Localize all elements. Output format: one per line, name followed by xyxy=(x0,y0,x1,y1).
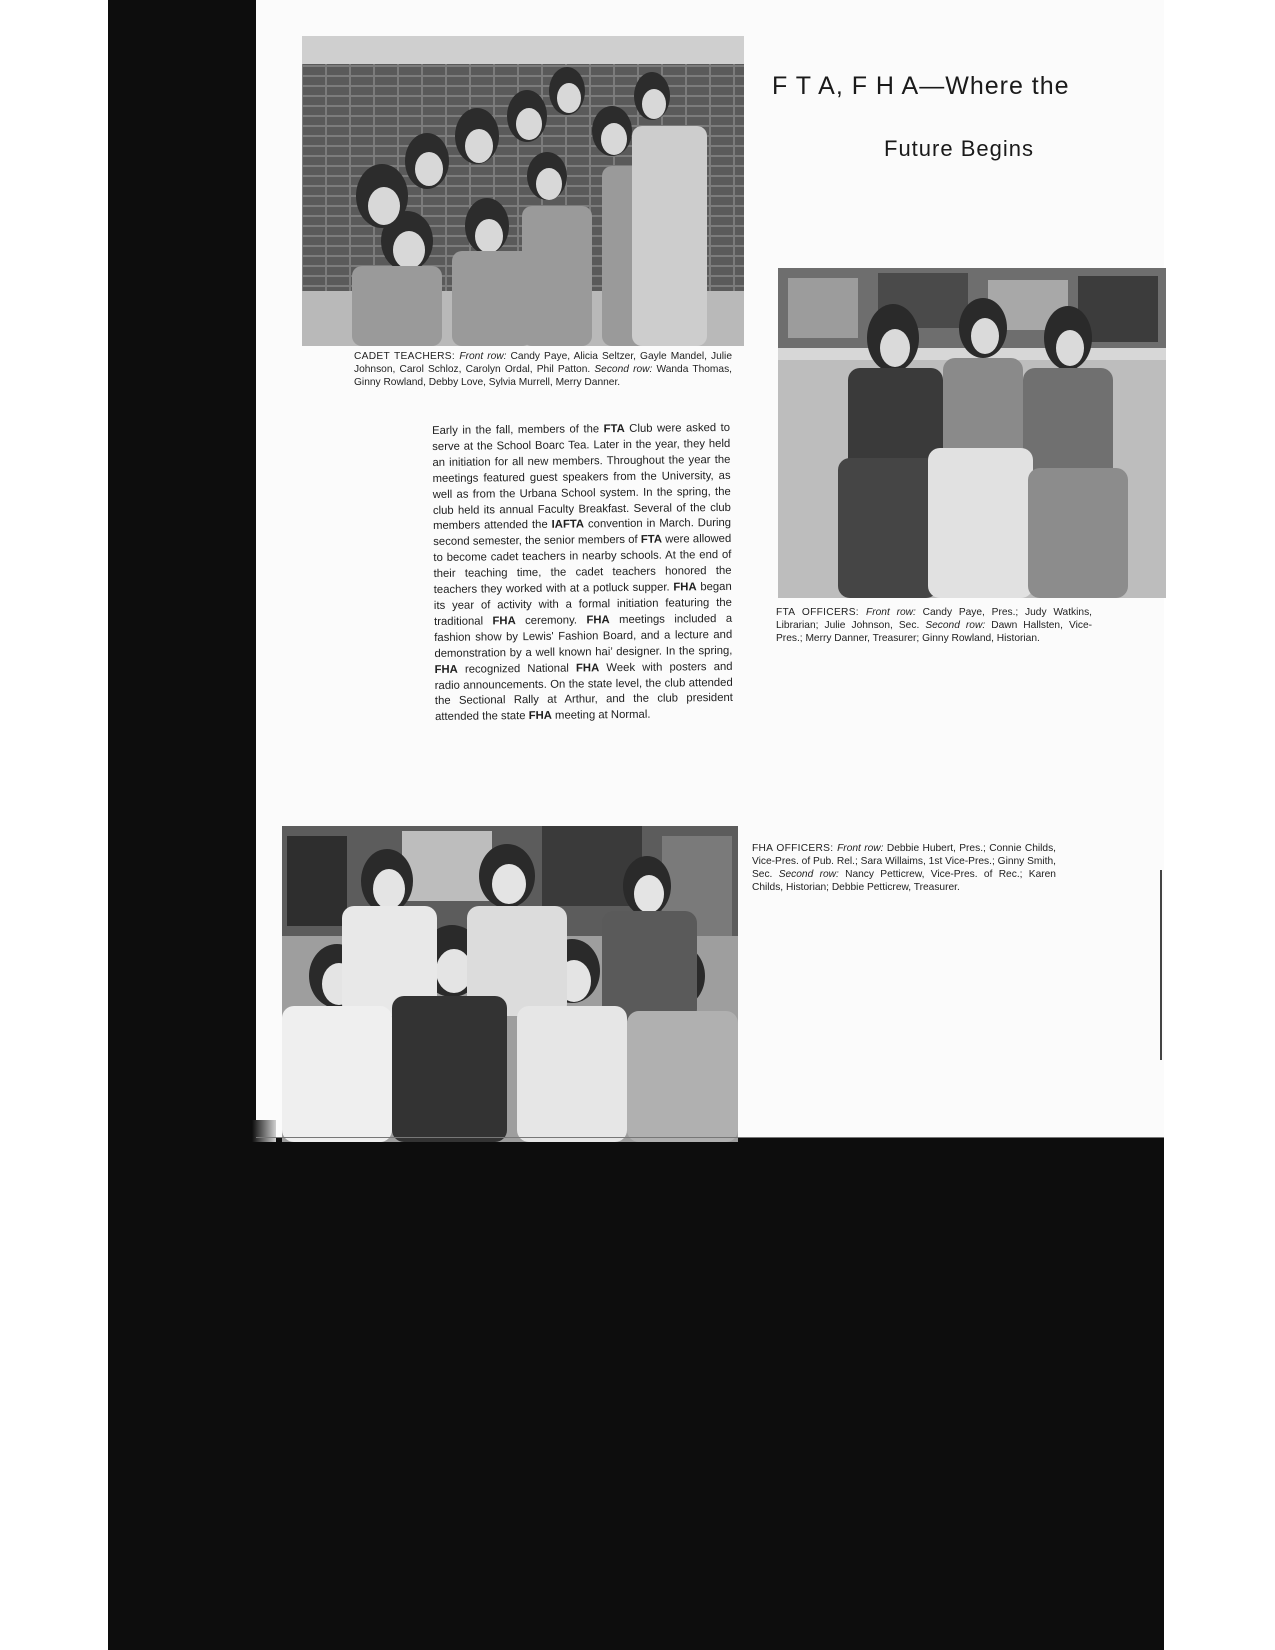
cadet-teachers-caption: CADET TEACHERS: Front row: Candy Paye, Alicia Seltzer, Gayle Mandel, Julie Johnson, Carol Schloz, Carolyn Ordal, Phil Patton. Second row: Wanda Thomas, Ginny Rowland, Debby Love, Sylvia Murrell, Merry Danner. xyxy=(354,351,732,388)
cadet-teachers-photo-image xyxy=(302,36,744,346)
fta-officers-photo-image xyxy=(778,268,1166,598)
scan-bottom-band xyxy=(108,1138,1164,1650)
page-bottom-line xyxy=(256,1137,1164,1138)
article-body-text: Early in the fall, members of the FTA Club were asked to serve at the School Boarc Tea. Later in the year, they held an initiation for all new members. Throughout the year the meetings featured guest speakers from the University, as well as from the Urbana School system. In the spring, the club held its annual Faculty Breakfast. Several of the club members attended the IAFTA convention in March. During second semester, the senior members of FTA were allowed to become cadet teachers in nearby schools. At the end of their teaching time, the cadet teachers honored the teachers they worked with at a potluck supper. FHA began its year of activity with a formal initiation featuring the traditional FHA ceremony. FHA meetings included a fashion show by Lewis' Fashion Board, and a lecture and demonstration by a well known hai’ designer. In the spring, FHA recognized National FHA Week with posters and radio announcements. On the state level, the club attended the Sectional Rally at Arthur, and the club president attended the state FHA meeting at Normal. xyxy=(432,421,733,724)
cadet-teachers-photo xyxy=(302,36,744,346)
fta-officers-photo xyxy=(778,268,1166,598)
page-edge-line xyxy=(1160,870,1162,1060)
fha-officers-photo-image xyxy=(282,826,738,1142)
fha-officers-caption: FHA OFFICERS: Front row: Debbie Hubert, Pres.; Connie Childs, Vice-Pres. of Pub. Rel.; Sara Willaims, 1st Vice-Pres.; Ginny Smith, Sec. Second row: Nancy Petticrew, Vice-Pres. of Rec.; Karen Childs, Historian; Debbie Petticrew, Treasurer. xyxy=(752,843,1056,893)
page-title-line2: Future Begins xyxy=(884,136,1034,161)
fha-officers-photo xyxy=(282,826,738,1142)
fta-officers-caption: FTA OFFICERS: Front row: Candy Paye, Pres.; Judy Watkins, Librarian; Julie Johnson, Sec. Second row: Dawn Hallsten, Vice-Pres.; Merry Danner, Treasurer; Ginny Rowland, Historian. xyxy=(776,607,1093,644)
page-title-line1: F T A, F H A—Where the xyxy=(772,72,1070,100)
page-edge-shadow xyxy=(252,1120,276,1142)
